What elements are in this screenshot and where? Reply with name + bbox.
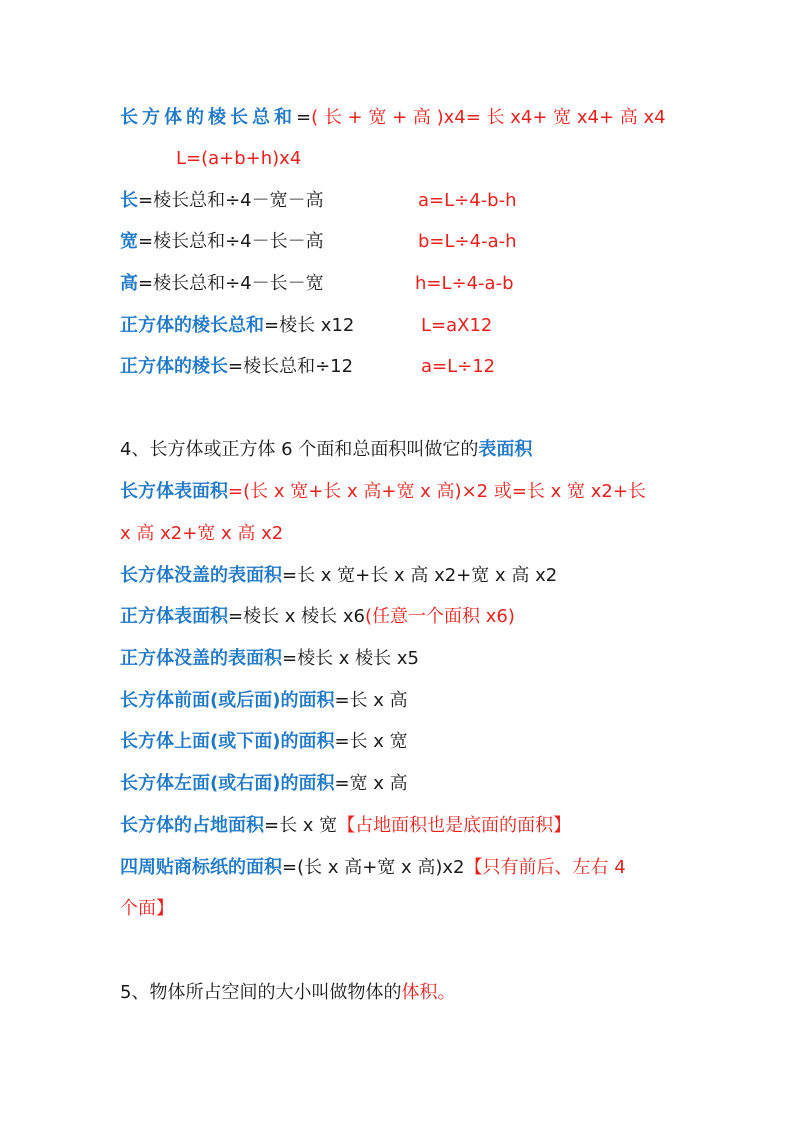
line-cuboid-surface-area-cont xyxy=(120,522,283,546)
term-cube-edge-sum: 正方体的棱长总和 xyxy=(120,315,264,336)
note-label-paper-area-cont: 个面】 xyxy=(120,898,174,919)
formula-cube-edge-sum: =棱长 x12 xyxy=(264,315,355,336)
note-cube-surface-area: (任意一个面积 x6) xyxy=(365,606,515,627)
formula-cuboid-surface-area-cont: x 高 x2+宽 x 高 x2 xyxy=(120,523,284,544)
note-footprint-area: 【占地面积也是底面的面积】 xyxy=(337,815,572,836)
term-length: 长 xyxy=(120,190,138,211)
volume-definition-text: 5、物体所占空间的大小叫做物体的 xyxy=(120,982,402,1003)
term-cuboid-edge-sum: 长方体的棱长总和 xyxy=(120,107,296,128)
line-top-face xyxy=(120,730,408,754)
formula-top-face: =长 x 宽 xyxy=(334,731,408,752)
definition-text: 4、长方体或正方体 6 个面和总面积叫做它的 xyxy=(120,439,479,460)
letter-formula-cube-edge: a=L÷12 xyxy=(421,356,496,377)
formula-cuboid-edge-sum: ( 长 + 宽 + 高 )x4= 长 x4+ 宽 x4+ 高 x4 xyxy=(311,107,666,128)
formula-cuboid-surface-area: =(长 x 宽+长 x 高+宽 x 高)×2 或=长 x 宽 x2+长 xyxy=(228,481,646,502)
line-surface-area-definition xyxy=(120,438,532,462)
formula-cube-surface-area: =棱长 x 棱长 x6 xyxy=(228,606,366,627)
formula-length: =棱长总和÷4－宽－高 xyxy=(138,190,324,211)
line-label-paper-area-cont xyxy=(120,897,174,921)
term-cuboid-surface-area: 长方体表面积 xyxy=(120,481,228,502)
line-cube-edge xyxy=(120,355,353,379)
letter-formula-cube-edge-sum: L=aX12 xyxy=(421,315,493,336)
line-footprint-area xyxy=(120,814,571,838)
line-height xyxy=(120,272,324,296)
line-label-paper-area xyxy=(120,856,626,880)
line-edge-sum-letter-formula xyxy=(176,147,301,171)
term-top-face: 长方体上面(或下面)的面积 xyxy=(120,731,335,752)
term-cuboid-open-top: 长方体没盖的表面积 xyxy=(120,565,282,586)
line-cuboid-open-top xyxy=(120,564,557,588)
line-cube-surface-area xyxy=(120,605,515,629)
line-left-face xyxy=(120,772,408,796)
formula-front-face: =长 x 高 xyxy=(334,690,408,711)
letter-formula-length: a=L÷4-b-h xyxy=(418,190,517,211)
line-length xyxy=(120,189,324,213)
line-front-face xyxy=(120,689,408,713)
letter-formula-height: h=L÷4-a-b xyxy=(415,273,514,294)
formula-height: =棱长总和÷4－长－宽 xyxy=(138,273,324,294)
term-label-paper-area: 四周贴商标纸的面积 xyxy=(120,857,282,878)
term-cube-open-top: 正方体没盖的表面积 xyxy=(120,648,282,669)
line-cuboid-surface-area xyxy=(120,480,646,504)
term-front-face: 长方体前面(或后面)的面积 xyxy=(120,690,335,711)
formula-label-paper-area: =(长 x 高+宽 x 高)x2 xyxy=(282,857,465,878)
letter-formula-width: b=L÷4-a-h xyxy=(418,231,517,252)
formula-cube-open-top: =棱长 x 棱长 x5 xyxy=(282,648,420,669)
term-surface-area: 表面积 xyxy=(478,439,533,460)
formula-left-face: =宽 x 高 xyxy=(334,773,408,794)
formula-cube-edge: =棱长总和÷12 xyxy=(228,356,354,377)
line-cuboid-edge-sum xyxy=(120,106,666,130)
term-left-face: 长方体左面(或右面)的面积 xyxy=(120,773,335,794)
term-width: 宽 xyxy=(120,231,138,252)
term-height: 高 xyxy=(120,273,138,294)
line-volume-definition xyxy=(120,981,455,1005)
line-cube-edge-sum xyxy=(120,314,354,338)
term-cube-edge: 正方体的棱长 xyxy=(120,356,228,377)
formula-width: =棱长总和÷4－长－高 xyxy=(138,231,324,252)
formula-letters: L=(a+b+h)x4 xyxy=(176,148,302,169)
note-label-paper-area: 【只有前后、左右 4 xyxy=(464,857,626,878)
equals-sign: = xyxy=(296,107,312,128)
term-footprint-area: 长方体的占地面积 xyxy=(120,815,264,836)
line-cube-open-top xyxy=(120,647,419,671)
formula-footprint-area: =长 x 宽 xyxy=(264,815,338,836)
line-width xyxy=(120,230,324,254)
term-volume: 体积。 xyxy=(401,982,456,1003)
term-cube-surface-area: 正方体表面积 xyxy=(120,606,228,627)
formula-cuboid-open-top: =长 x 宽+长 x 高 x2+宽 x 高 x2 xyxy=(282,565,558,586)
